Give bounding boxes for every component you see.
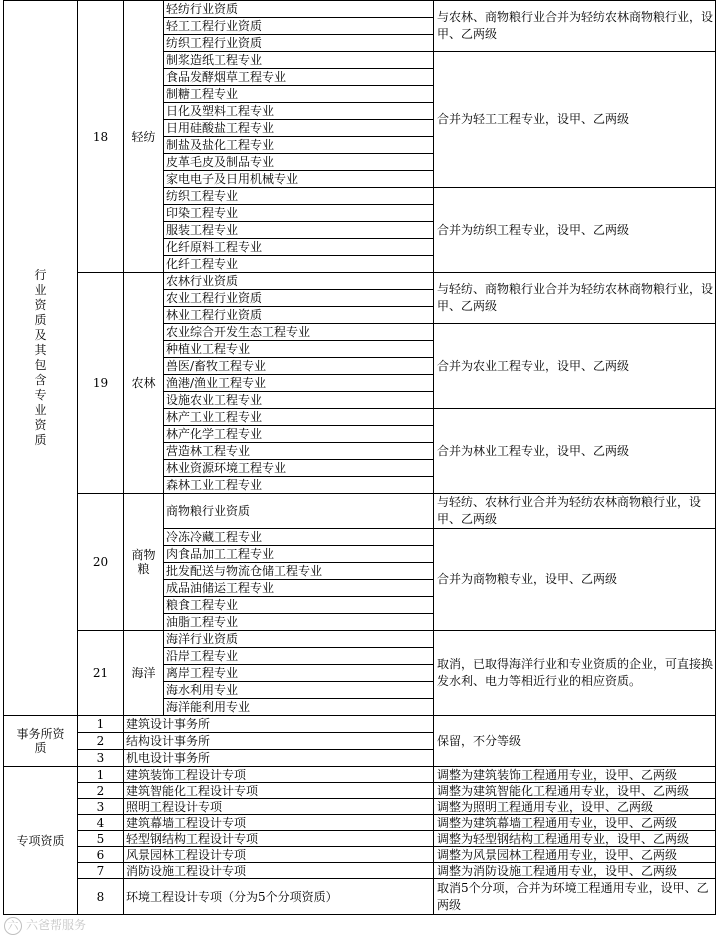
- row-number: 6: [78, 847, 124, 863]
- table-row: [4, 494, 716, 529]
- table-row: [4, 716, 716, 733]
- qualification-item: 商物粮行业资质: [164, 494, 434, 529]
- qualification-item: 结构设计事务所: [124, 733, 434, 750]
- qualification-item: 批发配送与物流仓储工程专业: [164, 563, 434, 580]
- qualification-item: 海洋能利用专业: [164, 699, 434, 716]
- qualification-item: 种植业工程专业: [164, 341, 434, 358]
- qualification-item: 轻型钢结构工程设计专项: [124, 831, 434, 847]
- qualification-item: 设施农业工程专业: [164, 392, 434, 409]
- adjustment-note: 调整为照明工程通用专业，设甲、乙两级: [434, 799, 716, 815]
- adjustment-note: 合并为纺织工程专业，设甲、乙两级: [434, 188, 716, 273]
- group-name: 农林: [124, 273, 164, 494]
- row-number: 1: [78, 716, 124, 733]
- adjustment-note: 取消，已取得海洋行业和专业资质的企业，可直接换发水利、电力等相近行业的相应资质。: [434, 631, 716, 716]
- qualification-item: 照明工程设计专项: [124, 799, 434, 815]
- adjustment-note: 合并为轻工工程专业，设甲、乙两级: [434, 52, 716, 188]
- table-row: [4, 799, 716, 815]
- qualification-item: 肉食品加工工程专业: [164, 546, 434, 563]
- qualification-item: 环境工程设计专项（分为5个分项资质）: [124, 879, 434, 915]
- table-row: [4, 631, 716, 648]
- adjustment-note: 保留，不分等级: [434, 716, 716, 767]
- table-row: [4, 815, 716, 831]
- category-industry: [4, 1, 78, 716]
- row-number: 7: [78, 863, 124, 879]
- qualification-item: 家电电子及日用机械专业: [164, 171, 434, 188]
- qualification-item: 建筑装饰工程设计专项: [124, 767, 434, 783]
- row-number: 5: [78, 831, 124, 847]
- qualification-item: 纺织工程专业: [164, 188, 434, 205]
- row-number: 4: [78, 815, 124, 831]
- qualification-item: 日用硅酸盐工程专业: [164, 120, 434, 137]
- qualification-item: 制浆造纸工程专业: [164, 52, 434, 69]
- watermark: [4, 916, 86, 935]
- row-number: 8: [78, 879, 124, 915]
- table-row: [4, 847, 716, 863]
- qualification-item: 海水利用专业: [164, 682, 434, 699]
- qualification-item: 轻工工程行业资质: [164, 18, 434, 35]
- qualification-item: 林产化学工程专业: [164, 426, 434, 443]
- qualification-item: 渔港/渔业工程专业: [164, 375, 434, 392]
- table-row: [4, 879, 716, 915]
- table-row: [4, 273, 716, 290]
- table-row: [4, 767, 716, 783]
- adjustment-note: 与轻纺、农林行业合并为轻纺农林商物粮行业，设甲、乙两级: [434, 494, 716, 529]
- watermark-text: 六爸帮服务: [26, 918, 87, 932]
- logo-circle-icon: 六: [4, 917, 22, 935]
- qualification-item: 建筑幕墙工程设计专项: [124, 815, 434, 831]
- qualification-item: 林业资源环境工程专业: [164, 460, 434, 477]
- category-firm: 事务所资质: [4, 716, 78, 767]
- group-name: 轻纺: [124, 1, 164, 273]
- row-number: 3: [78, 799, 124, 815]
- adjustment-note: 调整为建筑幕墙工程通用专业，设甲、乙两级: [434, 815, 716, 831]
- qualification-item: 纺织工程行业资质: [164, 35, 434, 52]
- qualification-item: 森林工业工程专业: [164, 477, 434, 494]
- adjustment-note: 合并为商物粮专业，设甲、乙两级: [434, 529, 716, 631]
- category-industry-label: 行业资质及其包含专业资质: [34, 268, 47, 447]
- qualification-item: 油脂工程专业: [164, 614, 434, 631]
- qualification-item: 农林行业资质: [164, 273, 434, 290]
- qualification-item: 林产工业工程专业: [164, 409, 434, 426]
- table-row: [4, 863, 716, 879]
- qualification-item: 化纤原料工程专业: [164, 239, 434, 256]
- adjustment-note: 调整为建筑智能化工程通用专业，设甲、乙两级: [434, 783, 716, 799]
- qualification-item: 冷冻冷藏工程专业: [164, 529, 434, 546]
- row-number: 2: [78, 733, 124, 750]
- qualification-item: 消防设施工程设计专项: [124, 863, 434, 879]
- qualification-item: 化纤工程专业: [164, 256, 434, 273]
- qualification-item: 离岸工程专业: [164, 665, 434, 682]
- qualification-item: 日化及塑料工程专业: [164, 103, 434, 120]
- group-number: 19: [78, 273, 124, 494]
- qualification-item: 海洋行业资质: [164, 631, 434, 648]
- group-name: 商物粮: [124, 494, 164, 631]
- group-number: 18: [78, 1, 124, 273]
- adjustment-note: 调整为建筑装饰工程通用专业，设甲、乙两级: [434, 767, 716, 783]
- adjustment-note: 合并为林业工程专业，设甲、乙两级: [434, 409, 716, 494]
- qualification-item: 农业工程行业资质: [164, 290, 434, 307]
- adjustment-note: 与农林、商物粮行业合并为轻纺农林商物粮行业，设甲、乙两级: [434, 1, 716, 52]
- qualification-item: 服装工程专业: [164, 222, 434, 239]
- adjustment-note: 取消5个分项，合并为环境工程通用专业，设甲、乙两级: [434, 879, 716, 915]
- table-row: [4, 831, 716, 847]
- category-special: 专项资质: [4, 767, 78, 915]
- qualification-item: 机电设计事务所: [124, 750, 434, 767]
- adjustment-note: 调整为消防设施工程通用专业，设甲、乙两级: [434, 863, 716, 879]
- qualification-item: 农业综合开发生态工程专业: [164, 324, 434, 341]
- table-row: [4, 1, 716, 18]
- row-number: 3: [78, 750, 124, 767]
- qualification-item: 营造林工程专业: [164, 443, 434, 460]
- qualification-item: 食品发酵烟草工程专业: [164, 69, 434, 86]
- adjustment-note: 合并为农业工程专业，设甲、乙两级: [434, 324, 716, 409]
- group-name: 海洋: [124, 631, 164, 716]
- qualification-item: 建筑设计事务所: [124, 716, 434, 733]
- qualification-item: 兽医/畜牧工程专业: [164, 358, 434, 375]
- qualification-item: 制盐及盐化工程专业: [164, 137, 434, 154]
- qualification-item: 制糖工程专业: [164, 86, 434, 103]
- group-number: 20: [78, 494, 124, 631]
- adjustment-note: 调整为风景园林工程通用专业，设甲、乙两级: [434, 847, 716, 863]
- qualification-item: 林业工程行业资质: [164, 307, 434, 324]
- qualification-item: 印染工程专业: [164, 205, 434, 222]
- qualification-item: 风景园林工程设计专项: [124, 847, 434, 863]
- row-number: 2: [78, 783, 124, 799]
- qualification-item: 皮革毛皮及制品专业: [164, 154, 434, 171]
- qualification-item: 粮食工程专业: [164, 597, 434, 614]
- qualification-item: 沿岸工程专业: [164, 648, 434, 665]
- qualification-item: 轻纺行业资质: [164, 1, 434, 18]
- adjustment-note: 与轻纺、商物粮行业合并为轻纺农林商物粮行业，设甲、乙两级: [434, 273, 716, 324]
- qualification-item: 建筑智能化工程设计专项: [124, 783, 434, 799]
- qualification-item: 成品油储运工程专业: [164, 580, 434, 597]
- group-number: 21: [78, 631, 124, 716]
- adjustment-note: 调整为轻型钢结构工程通用专业，设甲、乙两级: [434, 831, 716, 847]
- qualification-table: [3, 0, 716, 915]
- table-row: [4, 783, 716, 799]
- row-number: 1: [78, 767, 124, 783]
